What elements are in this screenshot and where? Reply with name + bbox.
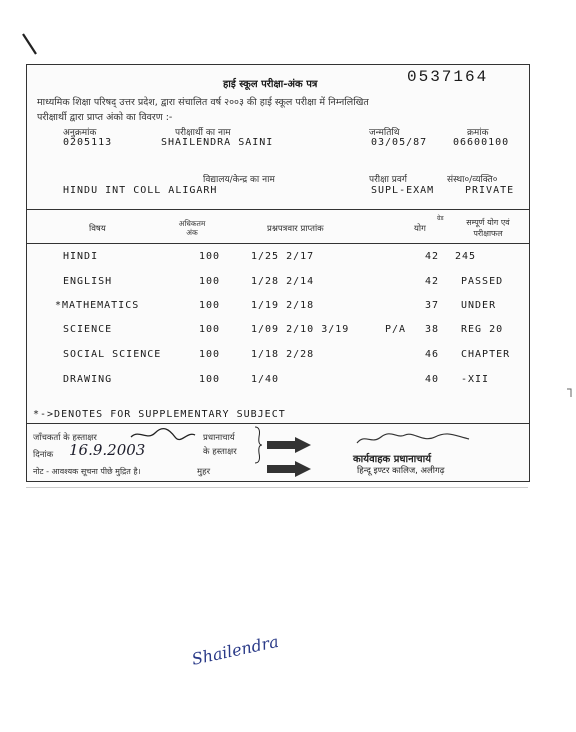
subject-cell: SCIENCE bbox=[63, 324, 113, 335]
col-subject-header: विषय bbox=[89, 224, 106, 234]
result-cell: 245 bbox=[455, 251, 477, 262]
result-cell: UNDER bbox=[461, 300, 497, 311]
date-value: 16.9.2003 bbox=[69, 441, 146, 459]
marks-cell: 1/28 2/14 bbox=[251, 276, 315, 287]
total-cell: 42 bbox=[425, 251, 440, 262]
marksheet bbox=[26, 64, 530, 482]
total-cell: 42 bbox=[425, 276, 440, 287]
principal-sign-label-2: के हस्ताक्षर bbox=[203, 447, 237, 457]
serial-number: 0537164 bbox=[407, 68, 489, 86]
col-result-header: सम्पूर्ण योग एवं परीक्षाफल bbox=[466, 218, 510, 238]
exam-type-value: SUPL-EXAM bbox=[371, 185, 435, 196]
candidate-signature: Shailendra bbox=[190, 631, 281, 669]
total-cell: 38 bbox=[425, 324, 440, 335]
school-label: विद्यालय/केन्द्र का नाम bbox=[203, 175, 275, 185]
result-cell: CHAPTER bbox=[461, 349, 511, 360]
checker-sign-label: जाँचकर्ता के हस्ताक्षर bbox=[33, 433, 97, 443]
col-max-header: अधिकतम अंक bbox=[178, 219, 206, 237]
divider bbox=[27, 243, 529, 244]
subject-cell: ENGLISH bbox=[63, 276, 113, 287]
page-edge-line bbox=[26, 487, 528, 488]
max-cell: 100 bbox=[199, 276, 221, 287]
name-value: SHAILENDRA SAINI bbox=[161, 137, 274, 148]
subject-cell: DRAWING bbox=[63, 374, 113, 385]
date-label: दिनांक bbox=[33, 450, 54, 460]
category-value: PRIVATE bbox=[465, 185, 515, 196]
intro-line-1: माध्यमिक शिक्षा परिषद् उत्तर प्रदेश, द्वारा संचालित वर्ष २००३ की हाई स्कूल परीक्षा में निम्नलिखित bbox=[37, 97, 369, 108]
max-cell: 100 bbox=[199, 349, 221, 360]
total-cell: 46 bbox=[425, 349, 440, 360]
col-total-header: योग bbox=[414, 224, 426, 234]
max-cell: 100 bbox=[199, 374, 221, 385]
marks-cell: 1/09 2/10 3/19 bbox=[251, 324, 350, 335]
max-cell: 100 bbox=[199, 324, 221, 335]
arrow-right-icon bbox=[267, 461, 311, 477]
divider bbox=[27, 209, 529, 210]
total-cell: 40 bbox=[425, 374, 440, 385]
stamp-line-2: हिन्दू इण्टर कालिज, अलीगढ़ bbox=[357, 466, 445, 476]
intro-line-2: परीक्षार्थी द्वारा प्राप्त अंको का विवरण :- bbox=[37, 112, 173, 123]
seal-label: मुहर bbox=[197, 467, 211, 477]
arrow-right-icon bbox=[267, 437, 311, 453]
scan-mark-icon bbox=[20, 32, 40, 56]
code-value: 06600100 bbox=[453, 137, 510, 148]
result-cell: REG 20 bbox=[461, 324, 504, 335]
subject-cell: HINDI bbox=[63, 251, 99, 262]
col-grade-header: ग्रेड bbox=[437, 215, 444, 222]
marks-cell: 1/18 2/28 bbox=[251, 349, 315, 360]
max-cell: 100 bbox=[199, 300, 221, 311]
subject-cell: *MATHEMATICS bbox=[55, 300, 140, 311]
back-notice: नोट - आवश्यक सूचना पीछे मुद्रित है। bbox=[33, 467, 141, 476]
max-cell: 100 bbox=[199, 251, 221, 262]
dob-label: जन्मतिथि bbox=[369, 128, 400, 138]
subject-cell: SOCIAL SCIENCE bbox=[63, 349, 162, 360]
brace-icon bbox=[253, 425, 263, 465]
col-marks-header: प्रश्नपत्रवार प्राप्तांक bbox=[267, 224, 324, 234]
total-cell: 37 bbox=[425, 300, 440, 311]
principal-signature-icon bbox=[353, 429, 473, 449]
extra-cell: P/A bbox=[385, 324, 407, 335]
stamp-line-1: कार्यवाहक प्रधानाचार्य bbox=[353, 454, 432, 465]
school-value: HINDU INT COLL ALIGARH bbox=[63, 185, 218, 196]
category-label: संस्था०/व्यक्ति० bbox=[447, 175, 498, 185]
dob-value: 03/05/87 bbox=[371, 137, 428, 148]
marks-cell: 1/19 2/18 bbox=[251, 300, 315, 311]
name-label: परीक्षार्थी का नाम bbox=[175, 128, 231, 138]
principal-sign-label: प्रधानाचार्य bbox=[203, 433, 235, 443]
roll-label: अनुक्रमांक bbox=[63, 128, 97, 138]
divider bbox=[27, 423, 529, 424]
supplementary-note: *->DENOTES FOR SUPPLEMENTARY SUBJECT bbox=[33, 409, 286, 420]
result-cell: -XII bbox=[461, 374, 490, 385]
marks-cell: 1/25 2/17 bbox=[251, 251, 315, 262]
marksheet-title: हाई स्कूल परीक्षा-अंक पत्र bbox=[223, 79, 318, 90]
roll-value: 0205113 bbox=[63, 137, 113, 148]
result-cell: PASSED bbox=[461, 276, 504, 287]
exam-type-label: परीक्षा प्रवर्ग bbox=[369, 175, 407, 185]
page-mark-icon bbox=[566, 388, 572, 398]
marks-cell: 1/40 bbox=[251, 374, 280, 385]
code-label: क्रमांक bbox=[467, 128, 489, 138]
